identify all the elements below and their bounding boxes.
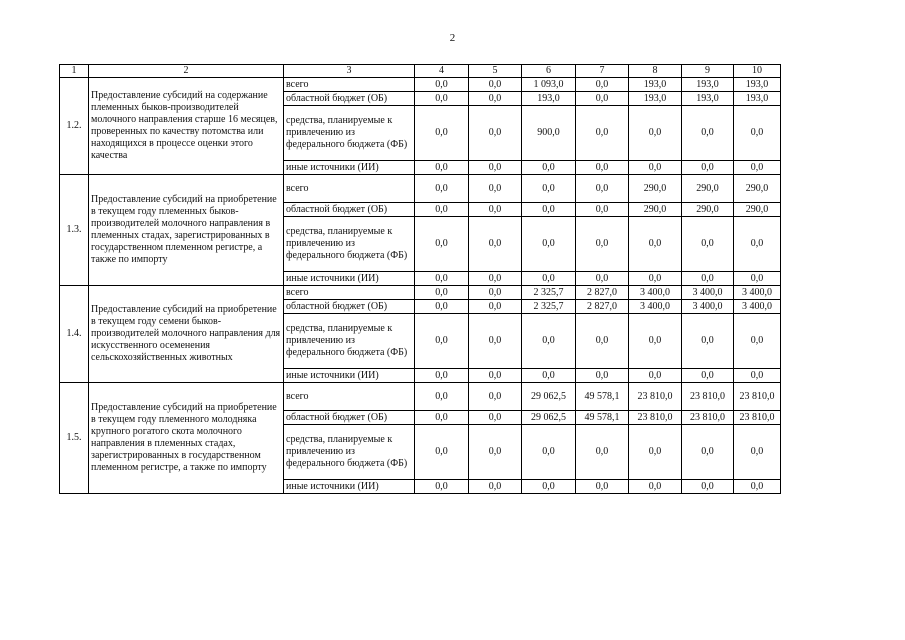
amount-cell: 0,0 [469, 480, 522, 494]
funding-source: областной бюджет (ОБ) [284, 92, 415, 106]
header-row [60, 65, 781, 78]
amount-cell: 0,0 [522, 161, 576, 175]
amount-cell: 0,0 [734, 425, 781, 480]
amount-cell: 0,0 [682, 425, 734, 480]
amount-cell: 0,0 [469, 369, 522, 383]
amount-cell: 0,0 [629, 272, 682, 286]
amount-cell: 193,0 [629, 92, 682, 106]
amount-cell: 23 810,0 [629, 383, 682, 411]
amount-cell: 0,0 [576, 161, 629, 175]
amount-cell: 23 810,0 [682, 411, 734, 425]
amount-cell: 23 810,0 [629, 411, 682, 425]
amount-cell: 0,0 [469, 272, 522, 286]
funding-source: средства, планируемые к привлечению из федерального бюджета (ФБ) [284, 217, 415, 272]
amount-cell: 0,0 [522, 314, 576, 369]
column-header: 7 [576, 65, 629, 78]
column-header: 4 [415, 65, 469, 78]
item-name: Предоставление субсидий на приобретение в текущем году семени быков-производителей молочного направления для искусственного осеменения сельскохозяйственных животных [89, 286, 284, 383]
amount-cell: 290,0 [629, 203, 682, 217]
amount-cell: 3 400,0 [629, 286, 682, 300]
amount-cell: 49 578,1 [576, 411, 629, 425]
amount-cell: 0,0 [415, 300, 469, 314]
amount-cell: 0,0 [576, 175, 629, 203]
amount-cell: 0,0 [576, 92, 629, 106]
table-row [60, 286, 781, 300]
amount-cell: 193,0 [734, 78, 781, 92]
amount-cell: 0,0 [682, 161, 734, 175]
funding-source: средства, планируемые к привлечению из федерального бюджета (ФБ) [284, 314, 415, 369]
amount-cell: 23 810,0 [734, 383, 781, 411]
amount-cell: 0,0 [469, 161, 522, 175]
amount-cell: 29 062,5 [522, 383, 576, 411]
amount-cell: 0,0 [522, 217, 576, 272]
amount-cell: 0,0 [522, 175, 576, 203]
amount-cell: 193,0 [734, 92, 781, 106]
column-header: 1 [60, 65, 89, 78]
amount-cell: 0,0 [415, 175, 469, 203]
amount-cell: 0,0 [576, 217, 629, 272]
item-number: 1.3. [60, 175, 89, 286]
amount-cell: 0,0 [682, 314, 734, 369]
amount-cell: 0,0 [415, 411, 469, 425]
table-row [60, 78, 781, 92]
column-header: 2 [89, 65, 284, 78]
amount-cell: 0,0 [522, 272, 576, 286]
amount-cell: 290,0 [734, 175, 781, 203]
amount-cell: 0,0 [469, 175, 522, 203]
funding-source: иные источники (ИИ) [284, 161, 415, 175]
item-name: Предоставление субсидий на приобретение в текущем году племенных быков-производителей молочного направления в племенных стадах, зарегистрированных в государственном племенном регистре, а также по импорту [89, 175, 284, 286]
item-name: Предоставление субсидий на содержание племенных быков-производителей молочного направления старше 16 месяцев, проверенных по качеству потомства или находящихся в процессе оценки этого качества [89, 78, 284, 175]
amount-cell: 0,0 [734, 106, 781, 161]
amount-cell: 193,0 [522, 92, 576, 106]
amount-cell: 0,0 [576, 272, 629, 286]
amount-cell: 2 827,0 [576, 286, 629, 300]
amount-cell: 0,0 [576, 106, 629, 161]
amount-cell: 0,0 [682, 369, 734, 383]
amount-cell: 0,0 [576, 425, 629, 480]
funding-source: всего [284, 383, 415, 411]
amount-cell: 0,0 [734, 161, 781, 175]
funding-source: иные источники (ИИ) [284, 480, 415, 494]
column-header: 5 [469, 65, 522, 78]
funding-source: иные источники (ИИ) [284, 272, 415, 286]
funding-source: всего [284, 175, 415, 203]
amount-cell: 0,0 [415, 286, 469, 300]
amount-cell: 0,0 [629, 161, 682, 175]
amount-cell: 0,0 [415, 217, 469, 272]
amount-cell: 3 400,0 [734, 286, 781, 300]
item-number: 1.4. [60, 286, 89, 383]
amount-cell: 0,0 [469, 383, 522, 411]
amount-cell: 0,0 [522, 203, 576, 217]
amount-cell: 0,0 [415, 369, 469, 383]
amount-cell: 0,0 [734, 369, 781, 383]
amount-cell: 0,0 [415, 92, 469, 106]
amount-cell: 0,0 [415, 480, 469, 494]
funding-source: областной бюджет (ОБ) [284, 300, 415, 314]
budget-table [59, 64, 781, 494]
amount-cell: 2 827,0 [576, 300, 629, 314]
amount-cell: 1 093,0 [522, 78, 576, 92]
amount-cell: 0,0 [682, 480, 734, 494]
amount-cell: 0,0 [415, 203, 469, 217]
amount-cell: 0,0 [629, 106, 682, 161]
amount-cell: 193,0 [682, 92, 734, 106]
amount-cell: 0,0 [629, 314, 682, 369]
funding-source: средства, планируемые к привлечению из федерального бюджета (ФБ) [284, 106, 415, 161]
amount-cell: 23 810,0 [734, 411, 781, 425]
amount-cell: 3 400,0 [682, 300, 734, 314]
amount-cell: 0,0 [522, 369, 576, 383]
column-header: 10 [734, 65, 781, 78]
amount-cell: 193,0 [629, 78, 682, 92]
amount-cell: 0,0 [629, 480, 682, 494]
funding-source: средства, планируемые к привлечению из федерального бюджета (ФБ) [284, 425, 415, 480]
amount-cell: 290,0 [682, 203, 734, 217]
amount-cell: 2 325,7 [522, 300, 576, 314]
amount-cell: 0,0 [734, 480, 781, 494]
column-header: 9 [682, 65, 734, 78]
amount-cell: 290,0 [734, 203, 781, 217]
column-header: 6 [522, 65, 576, 78]
amount-cell: 2 325,7 [522, 286, 576, 300]
amount-cell: 0,0 [415, 383, 469, 411]
amount-cell: 0,0 [469, 411, 522, 425]
amount-cell: 0,0 [576, 480, 629, 494]
item-number: 1.2. [60, 78, 89, 175]
item-name: Предоставление субсидий на приобретение в текущем году племенного молодняка крупного рогатого скота молочного направления в племенных стадах, зарегистрированных в государственном племенном регистре, а также по импорту [89, 383, 284, 494]
funding-source: областной бюджет (ОБ) [284, 411, 415, 425]
amount-cell: 0,0 [576, 314, 629, 369]
column-header: 3 [284, 65, 415, 78]
amount-cell: 3 400,0 [682, 286, 734, 300]
amount-cell: 290,0 [629, 175, 682, 203]
amount-cell: 0,0 [734, 314, 781, 369]
column-header: 8 [629, 65, 682, 78]
amount-cell: 0,0 [734, 217, 781, 272]
amount-cell: 290,0 [682, 175, 734, 203]
amount-cell: 0,0 [576, 203, 629, 217]
funding-source: иные источники (ИИ) [284, 369, 415, 383]
amount-cell: 0,0 [469, 286, 522, 300]
amount-cell: 0,0 [629, 217, 682, 272]
amount-cell: 0,0 [469, 217, 522, 272]
amount-cell: 193,0 [682, 78, 734, 92]
amount-cell: 0,0 [469, 425, 522, 480]
table-row [60, 175, 781, 203]
amount-cell: 23 810,0 [682, 383, 734, 411]
table-row [60, 383, 781, 411]
amount-cell: 0,0 [415, 106, 469, 161]
amount-cell: 0,0 [415, 272, 469, 286]
amount-cell: 0,0 [522, 425, 576, 480]
amount-cell: 0,0 [629, 369, 682, 383]
amount-cell: 0,0 [469, 300, 522, 314]
amount-cell: 0,0 [682, 217, 734, 272]
funding-source: всего [284, 286, 415, 300]
amount-cell: 0,0 [415, 425, 469, 480]
amount-cell: 0,0 [415, 314, 469, 369]
amount-cell: 0,0 [682, 272, 734, 286]
amount-cell: 0,0 [415, 78, 469, 92]
amount-cell: 900,0 [522, 106, 576, 161]
amount-cell: 29 062,5 [522, 411, 576, 425]
amount-cell: 49 578,1 [576, 383, 629, 411]
amount-cell: 0,0 [469, 106, 522, 161]
amount-cell: 0,0 [522, 480, 576, 494]
amount-cell: 0,0 [576, 369, 629, 383]
amount-cell: 0,0 [734, 272, 781, 286]
amount-cell: 0,0 [415, 161, 469, 175]
amount-cell: 0,0 [469, 78, 522, 92]
item-number: 1.5. [60, 383, 89, 494]
page-number: 2 [449, 32, 456, 44]
amount-cell: 3 400,0 [734, 300, 781, 314]
amount-cell: 3 400,0 [629, 300, 682, 314]
amount-cell: 0,0 [469, 314, 522, 369]
amount-cell: 0,0 [629, 425, 682, 480]
funding-source: областной бюджет (ОБ) [284, 203, 415, 217]
amount-cell: 0,0 [469, 203, 522, 217]
amount-cell: 0,0 [682, 106, 734, 161]
amount-cell: 0,0 [469, 92, 522, 106]
funding-source: всего [284, 78, 415, 92]
amount-cell: 0,0 [576, 78, 629, 92]
